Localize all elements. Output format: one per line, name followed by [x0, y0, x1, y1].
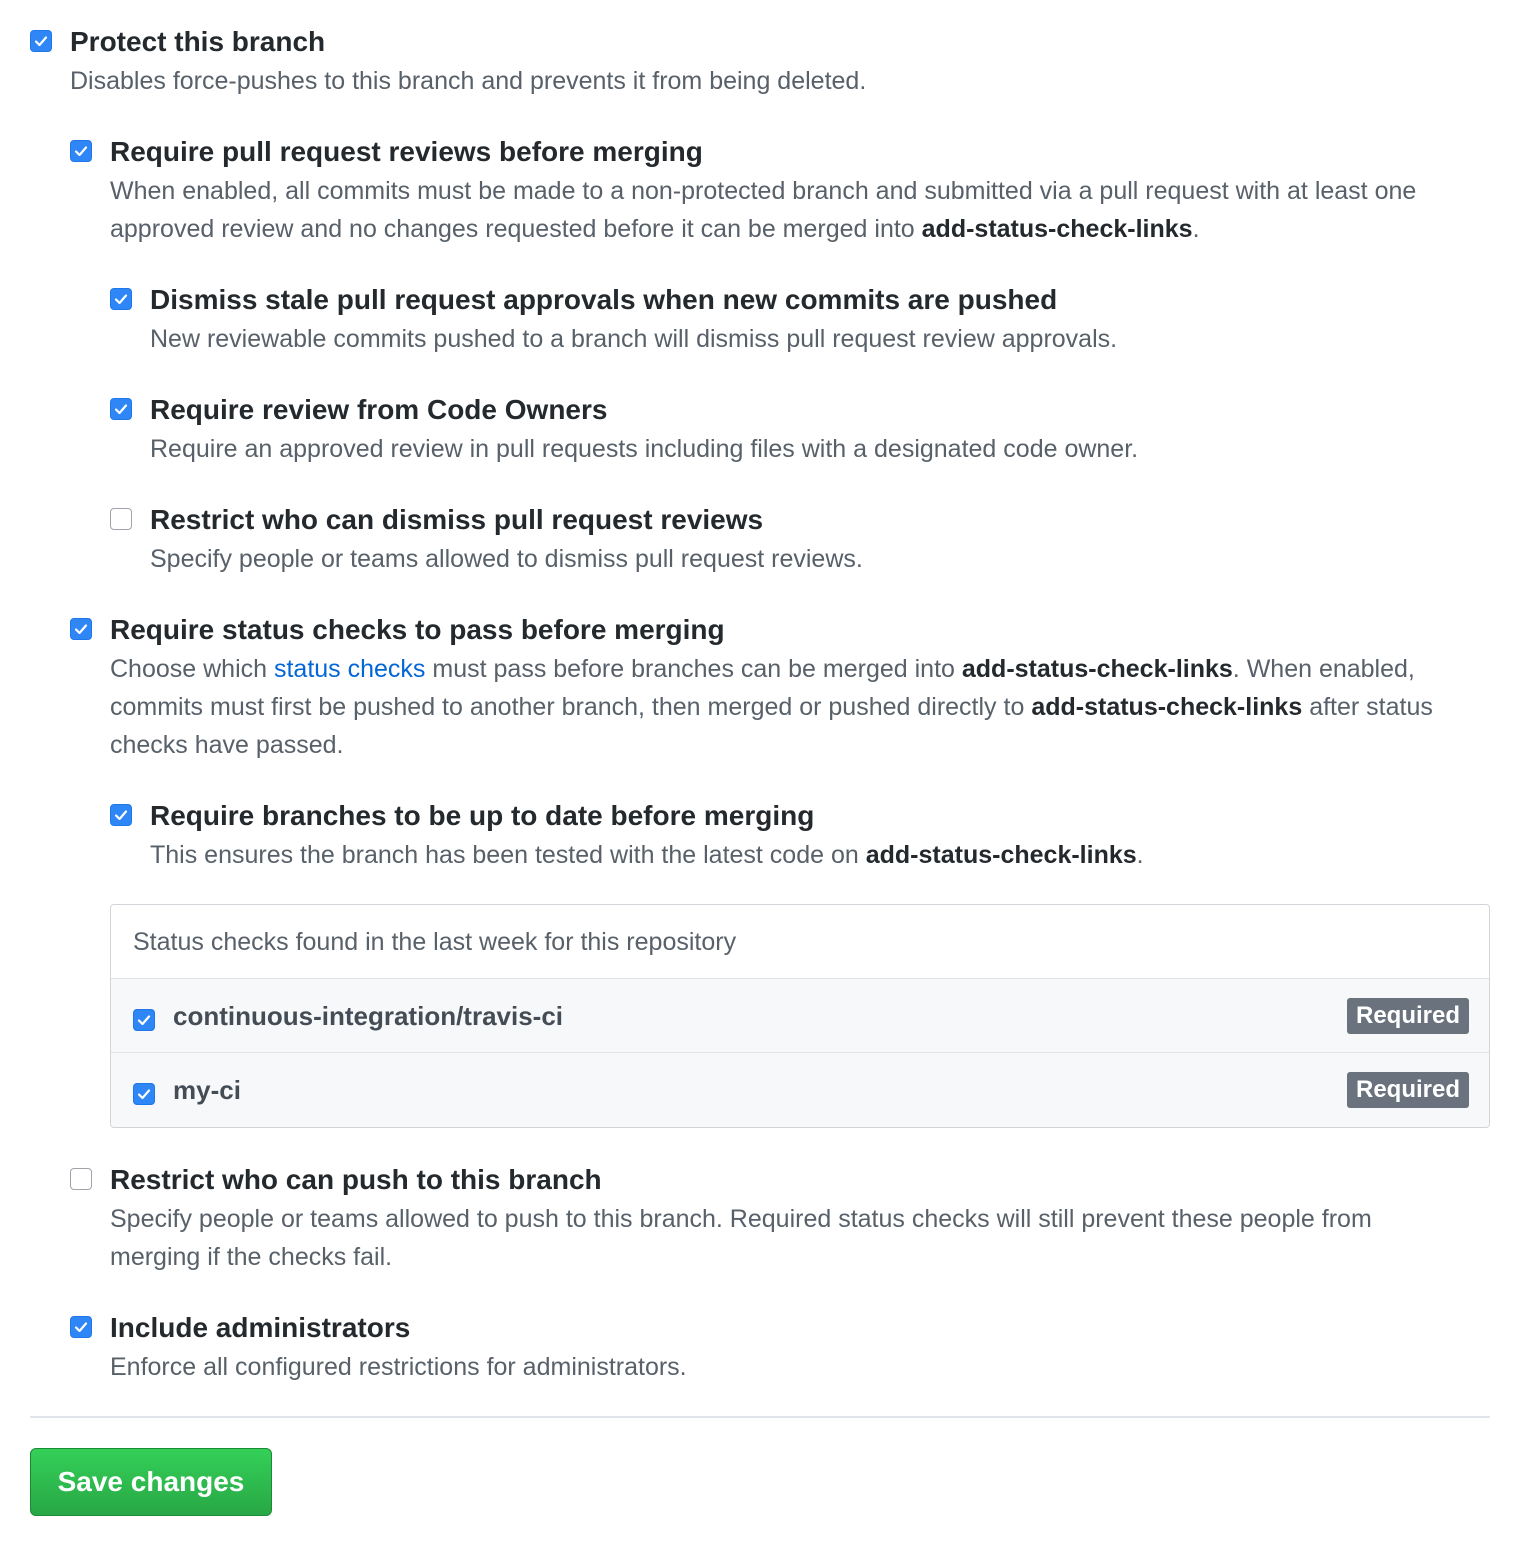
status-checks-text-4: after status checks have passed. [110, 693, 1433, 759]
up-to-date-text: This ensures the branch has been tested with the latest code on [150, 841, 859, 869]
checkmark-icon [34, 34, 48, 48]
checkmark-icon [74, 622, 88, 636]
status-check-checkbox[interactable] [133, 1009, 155, 1031]
status-checks-list-header: Status checks found in the last week for this repository [111, 905, 1489, 979]
status-check-name: my-ci [173, 1075, 241, 1105]
status-checks-checkbox[interactable] [70, 618, 92, 640]
checkmark-icon [74, 1320, 88, 1334]
divider [30, 1416, 1490, 1418]
status-check-name: continuous-integration/travis-ci [173, 1001, 564, 1031]
dismiss-stale-title: Dismiss stale pull request approvals when new commits are pushed [150, 284, 1058, 315]
status-checks-text-1: Choose which [110, 655, 268, 683]
checkmark-icon [114, 292, 128, 306]
save-changes-button[interactable]: Save changes [30, 1448, 272, 1516]
include-admins-description: Enforce all configured restrictions for administrators. [110, 1353, 687, 1381]
up-to-date-description [150, 836, 1490, 874]
restrict-push-description: Specify people or teams allowed to push to this branch. Required status checks will still prevent these people from merging if the checks fail. [110, 1205, 1372, 1271]
checkmark-icon [137, 1013, 151, 1027]
require-reviews-checkbox[interactable] [70, 140, 92, 162]
branch-name: add-status-check-links [1031, 693, 1303, 721]
protect-branch-title: Protect this branch [70, 26, 326, 57]
require-reviews-text: When enabled, all commits must be made to a non-protected branch and submitted via a pull request with at least one approved review and no changes requested before it can be merged into [110, 177, 1417, 243]
up-to-date-title: Require branches to be up to date before merging [150, 800, 815, 831]
up-to-date-checkbox[interactable] [110, 804, 132, 826]
protect-branch-description: Disables force-pushes to this branch and prevents it from being deleted. [70, 67, 867, 95]
restrict-push-checkbox[interactable] [70, 1168, 92, 1190]
status-checks-description [110, 650, 1490, 764]
status-checks-text-3: . When enabled, commits must first be pushed to another branch, then merged or pushed directly to [110, 655, 1415, 721]
restrict-dismiss-checkbox[interactable] [110, 508, 132, 530]
code-owners-title: Require review from Code Owners [150, 394, 608, 425]
restrict-push-title: Restrict who can push to this branch [110, 1164, 602, 1195]
code-owners-checkbox[interactable] [110, 398, 132, 420]
checkmark-icon [114, 808, 128, 822]
punctuation: . [1192, 215, 1200, 243]
checkmark-icon [137, 1087, 151, 1101]
branch-name: add-status-check-links [961, 655, 1233, 683]
restrict-dismiss-title: Restrict who can dismiss pull request reviews [150, 504, 764, 535]
required-badge: Required [1347, 1072, 1469, 1108]
require-reviews-description [110, 172, 1440, 248]
status-checks-title: Require status checks to pass before merging [110, 614, 725, 645]
code-owners-description: Require an approved review in pull requests including files with a designated code owner. [150, 435, 1139, 463]
checkmark-icon [114, 402, 128, 416]
punctuation: . [1136, 841, 1144, 869]
status-check-row [111, 1053, 1489, 1127]
status-check-checkbox[interactable] [133, 1083, 155, 1105]
require-reviews-title: Require pull request reviews before merging [110, 136, 703, 167]
status-checks-list [110, 904, 1490, 1128]
include-admins-title: Include administrators [110, 1312, 411, 1343]
restrict-dismiss-description: Specify people or teams allowed to dismiss pull request reviews. [150, 545, 863, 573]
required-badge: Required [1347, 998, 1469, 1034]
include-admins-checkbox[interactable] [70, 1316, 92, 1338]
protect-branch-checkbox[interactable] [30, 30, 52, 52]
checkmark-icon [74, 144, 88, 158]
branch-name: add-status-check-links [921, 215, 1193, 243]
branch-name: add-status-check-links [865, 841, 1137, 869]
dismiss-stale-description: New reviewable commits pushed to a branch will dismiss pull request review approvals. [150, 325, 1118, 353]
dismiss-stale-checkbox[interactable] [110, 288, 132, 310]
status-check-row [111, 979, 1489, 1053]
status-checks-text-2: must pass before branches can be merged into [432, 655, 955, 683]
status-checks-link[interactable]: status checks [273, 655, 426, 683]
